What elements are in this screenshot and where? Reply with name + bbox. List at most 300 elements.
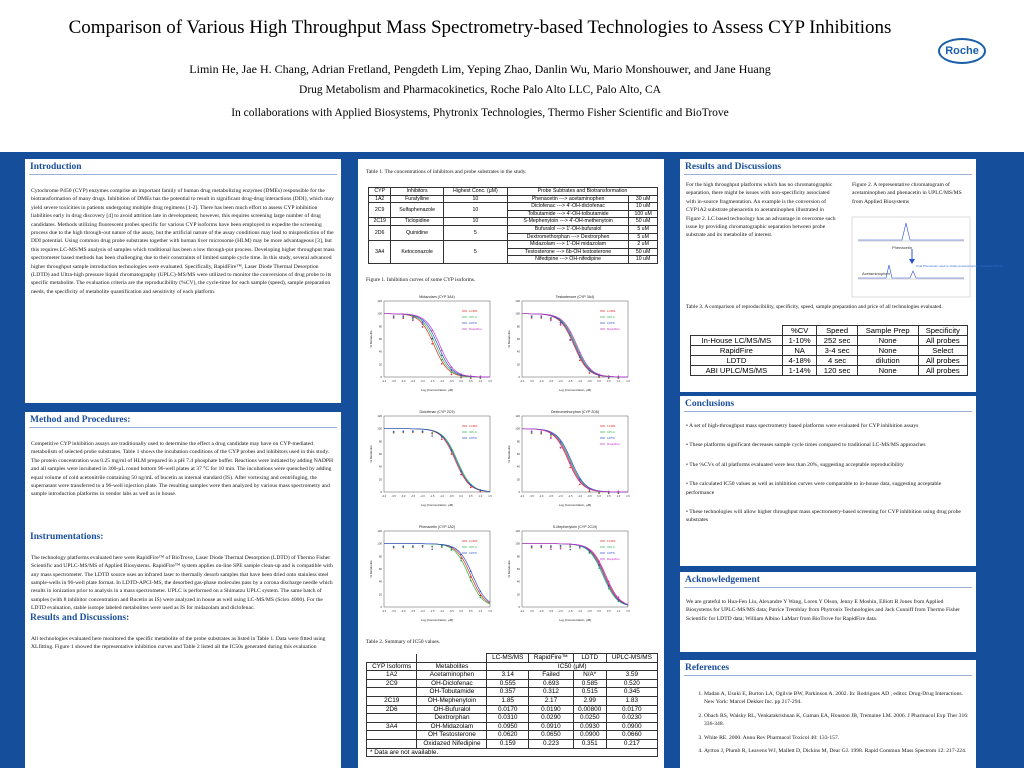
data-point <box>598 567 600 569</box>
table3-cell: dilution <box>857 356 918 366</box>
x-tick-label: -0.5 <box>587 380 592 383</box>
x-axis-label: Log [Concentration, µM] <box>558 618 592 622</box>
data-point <box>579 484 581 486</box>
y-tick-label: 120 <box>377 414 382 418</box>
x-tick-label: 0.0 <box>459 380 463 383</box>
x-tick-label: -0.5 <box>587 610 592 613</box>
data-point <box>422 326 424 328</box>
y-tick-label: 80 <box>516 439 520 444</box>
y-axis-label: % Metabolite <box>369 330 373 348</box>
table2-metabolite: OH-Diclofenac <box>417 679 487 688</box>
data-point <box>589 488 591 490</box>
table2-metabolite: Acetaminophen <box>417 671 487 680</box>
table1-cyp: 3A4 <box>369 241 391 264</box>
data-point <box>412 320 414 322</box>
x-tick-label: -2.5 <box>410 380 416 383</box>
table3-cell: All probes <box>918 336 967 346</box>
table3-cell: 1-10% <box>782 336 817 346</box>
data-point <box>460 474 462 476</box>
data-point <box>451 450 453 452</box>
legend-label: UPLC <box>607 430 616 434</box>
table2-metabolite: OH-Bufuralol <box>417 705 487 714</box>
x-tick-label: 0.0 <box>459 610 463 613</box>
legend-label: LCMS <box>469 309 478 313</box>
table3-cell: 120 sec <box>817 366 857 376</box>
x-axis-label: Log [Concentration, µM] <box>420 618 454 622</box>
results-left-heading: Results and Discussions: <box>30 612 130 623</box>
data-point <box>422 430 424 432</box>
table2-header: UPLC-MS/MS <box>606 654 657 663</box>
table2-cyp <box>367 731 417 740</box>
table1-cyp: 2C19 <box>369 218 391 226</box>
legend-label: LDTD <box>607 321 615 325</box>
legend-label: RapidFire <box>469 327 483 331</box>
table1-inhibitor: Sulfaphenazole <box>391 203 443 218</box>
table1-inhibitor: Quinidine <box>391 225 443 240</box>
legend-label: RapidFire <box>607 442 621 446</box>
x-tick-label: -3.0 <box>401 610 406 613</box>
y-tick-label: 60 <box>516 452 520 456</box>
x-tick-label: -2.5 <box>548 610 554 613</box>
table2-header <box>367 654 417 663</box>
y-tick-label: 40 <box>516 349 520 354</box>
table1-probe-conc: 50 uM <box>629 218 658 226</box>
table1-conc: 10 <box>443 203 507 218</box>
table2-footnote: * Data are not available. <box>367 748 658 757</box>
table3-header: Speed <box>817 326 857 336</box>
table1-probe: Testosterone ---> 6b-OH testosterone <box>507 248 628 256</box>
data-point <box>451 549 453 551</box>
data-point <box>441 438 443 440</box>
x-tick-label: -0.5 <box>449 495 454 498</box>
x-tick-label: 1.5 <box>626 610 630 613</box>
data-point <box>451 453 453 455</box>
y-tick-label: 0 <box>380 375 382 379</box>
table2-row <box>367 688 658 697</box>
acknowledgement-text: We are grateful to Hua-Fen Liu, Alexandre Y Wang, Loren Y Olson, Jenny E Moshin, Elliott B Jones from Applied Biosystems for UPLC-MS/MS data; Patrice Tremblay from Phytronix Technologies and Jack Cunniff from Thermo Fisher Scientific for LDTD data; William Albino LaMarr from BioTrove for RapidFire data. <box>686 599 960 622</box>
table3-cell: None <box>857 346 918 356</box>
data-point <box>608 491 610 493</box>
table1-probe-conc: 50 uM <box>629 248 658 256</box>
y-tick-label: 100 <box>515 311 520 316</box>
y-tick-label: 120 <box>377 529 382 533</box>
table1-cyp: 2C9 <box>369 203 391 218</box>
results-right-panel <box>680 159 1003 392</box>
table2-value: 3.59 <box>606 671 657 680</box>
x-axis-label: Log [Concentration, µM] <box>420 388 454 392</box>
table2-value: 0.515 <box>573 688 606 697</box>
x-tick-label: -1.5 <box>567 380 573 383</box>
table2-value: N/A* <box>573 671 606 680</box>
table1-probe: Bufuralol ---> 1'-OH-bufuralol <box>507 225 628 233</box>
data-point <box>531 315 533 317</box>
y-tick-label: 100 <box>377 541 382 546</box>
x-axis-label: Log [Concentration, µM] <box>558 503 592 507</box>
data-point <box>608 375 610 377</box>
table3-header <box>691 326 783 336</box>
table3 <box>690 325 968 376</box>
data-point <box>451 374 453 376</box>
y-tick-label: 100 <box>515 541 520 546</box>
x-tick-label: -1.0 <box>439 380 445 383</box>
inhibition-plot <box>504 404 634 512</box>
x-tick-label: -3.0 <box>539 610 544 613</box>
x-tick-label: 0.5 <box>606 495 611 498</box>
legend-label: RapidFire <box>607 557 621 561</box>
table3-row <box>691 346 968 356</box>
table2-value: 0.0170 <box>606 705 657 714</box>
data-point <box>579 356 581 358</box>
table3-cell: In-House LC/MS/MS <box>691 336 783 346</box>
table1-probe-conc: 30 uM <box>629 195 658 203</box>
conclusion-item: • A set of high-throughput mass spectrometry based platforms were evaluated for CYP inhibition assays <box>686 423 919 429</box>
table3-caption: Table 3. A comparison of reproducibility, specificity, speed, sample preparation and price of all technologies evaluated. <box>686 304 943 310</box>
x-axis-label: Log [Concentration, µM] <box>558 388 592 392</box>
table1-probe: Phenacetin ---> acetaminophen <box>507 195 628 203</box>
data-point <box>470 580 472 582</box>
table2-row <box>367 679 658 688</box>
conclusion-item: • These platforms significant decreases sample cycle times compared to traditional LC-MS/MS approaches <box>686 442 926 449</box>
legend-label: LCMS <box>607 424 616 428</box>
legend-label: LDTD <box>469 551 477 555</box>
plot-title: Testosterone (CYP 3A4) <box>555 295 595 299</box>
table2-metabolite: OH-Midazolam <box>417 722 487 731</box>
inhibition-plot <box>366 404 496 512</box>
table2-value: 0.0170 <box>487 705 529 714</box>
data-point <box>470 375 472 377</box>
x-tick-label: -2.5 <box>548 380 554 383</box>
affiliation-line: Drug Metabolism and Pharmacokinetics, Roche Palo Alto LLC, Palo Alto, CA <box>299 84 661 96</box>
table1-probe: S-Mephenytoin ---> 4'-OH-methenytoin <box>507 218 628 226</box>
data-point <box>560 323 562 325</box>
legend-label: LDTD <box>469 436 477 440</box>
table1-row <box>369 195 658 203</box>
data-point <box>579 545 581 547</box>
y-tick-label: 60 <box>516 337 520 341</box>
plot-title: Midazolam (CYP 3A4) <box>419 295 455 299</box>
data-point <box>579 480 581 482</box>
data-point <box>470 571 472 573</box>
table1-probe-conc: 10 uM <box>629 203 658 211</box>
table2-header <box>417 654 487 663</box>
table2-value: 0.0650 <box>529 731 574 740</box>
table2-value: 0.0310 <box>487 714 529 723</box>
fig2-label-note: Oxid Phenacetin used to obtain acetaminophen conversion #1 for <box>916 264 1003 268</box>
x-tick-label: 0.5 <box>606 380 611 383</box>
legend-label: LCMS <box>469 539 478 543</box>
data-point <box>460 373 462 375</box>
instrumentations-text: The technology platforms evaluated here were RapidFire™ of BioTrove, Laser Diode Thermal Desorption (LDTD) of Thermo Fisher Scientific and UPLC-MS/MS of Applied Biosystems. RapidFire™ system applies on-line SPE sample clean-up and is compatible with any mass spectrometer. The LDTD source uses an infrared laser to thermally desorb samples that have been dried onto stainless steel sample-wells in 96-well plate format. In LDTD-APCI-MS, the desorbed gas-phase molecules pass by a corona discharge needle which results in ionization prior to analysis in a mass spectrometer. UPLC is performed on a Shimatzu UPLC system. The same batch of samples (with 8 inhibitor concentration and Bucetin as IS) were analyzed in house as well using LC-MS/MS (Sciex 4000). For the LDTD evaluation, stable isotope labeled metabolites were used as IS for midazolam and diclofenac. <box>31 554 333 612</box>
y-tick-label: 60 <box>378 452 382 456</box>
data-point <box>618 597 620 599</box>
reference-item: 2. Obach RS, Walsky RL, Venkatakrishnan K, Gaman EA, Houston JB, Tremaine LM. 2006. J Pharmacol Exp Ther 316: 336-348. <box>704 712 970 729</box>
table1-probe: Nifedipine ---> OH-nifedipine <box>507 256 628 264</box>
data-point <box>589 549 591 551</box>
table2-cyp <box>367 739 417 748</box>
table1-inhibitor: Ketoconazole <box>391 241 443 264</box>
y-tick-label: 120 <box>377 299 382 303</box>
table1-cyp: 1A2 <box>369 195 391 203</box>
table2-caption: Table 2. Summary of IC50 values. <box>366 639 441 645</box>
x-tick-label: 0.0 <box>597 495 601 498</box>
y-tick-label: 40 <box>516 579 520 584</box>
y-tick-label: 20 <box>516 477 520 482</box>
data-point <box>460 560 462 562</box>
table1-probe: Diclofenac ---> 4'-OH-diclofenac <box>507 203 628 211</box>
y-tick-label: 0 <box>518 605 520 609</box>
x-tick-label: -3.0 <box>401 495 406 498</box>
data-point <box>550 320 552 322</box>
table2-cyp: 2D6 <box>367 705 417 714</box>
table1-probe: Tolbutamide ---> 4'-OH-tolbutamide <box>507 210 628 218</box>
conclusions-heading: Conclusions <box>685 399 735 409</box>
table1-header-probe: Probe Subtrates and Biotransformation <box>507 188 657 196</box>
table1-inhibitor: Furafylline <box>391 195 443 203</box>
conclusion-item: • These technologies will allow higher throughput mass spectrometry-based screening for CYP inhibition using drug probe substrates <box>686 509 961 524</box>
x-tick-label: 0.5 <box>468 610 473 613</box>
table2-value: 0.345 <box>606 688 657 697</box>
results-left-text: All technologies evaluated here monitored the specific metabolite of the probe substrates as listed in Table 1. Data were fitted using XLfitting. Figure 1 showed the representative inhibition curves and Table 2 listed all the IC50s generated during this evaluation <box>31 635 326 651</box>
data-point <box>579 359 581 361</box>
data-point <box>569 549 571 551</box>
data-point <box>460 554 462 556</box>
table3-cell: 3-4 sec <box>817 346 857 356</box>
data-point <box>560 545 562 547</box>
data-point <box>451 369 453 371</box>
data-point <box>618 599 620 601</box>
x-tick-label: -1.5 <box>567 495 573 498</box>
fig2-label-phenacetin: Phenacetin <box>892 245 913 250</box>
table3-row <box>691 366 968 376</box>
collaboration-line: In collaborations with Applied Biosystems, Phytronix Technologies, Thermo Fisher Scientific and BioTrove <box>231 107 729 119</box>
table2-cyp: 3A4 <box>367 722 417 731</box>
data-point <box>441 436 443 438</box>
x-tick-label: -1.5 <box>429 495 435 498</box>
table1-cyp: 2D6 <box>369 225 391 240</box>
methods-panel <box>25 412 341 768</box>
roche-logo: Roche <box>938 38 986 64</box>
table1-header-cyp: CYP <box>369 188 391 196</box>
table2-cyp: 2C9 <box>367 679 417 688</box>
legend-label: LDTD <box>607 551 615 555</box>
x-tick-label: -4.0 <box>381 380 387 383</box>
table2-value: 0.351 <box>573 739 606 748</box>
table2-value: 0.0950 <box>487 722 529 731</box>
table2-metabolite: Dextrorphan <box>417 714 487 723</box>
table2-value: 0.00800 <box>573 705 606 714</box>
figure1-caption: Figure 1. Inhibition curves of some CYP isoforms. <box>366 277 476 283</box>
table3-row <box>691 356 968 366</box>
y-tick-label: 80 <box>516 324 520 329</box>
legend-label: LDTD <box>469 321 477 325</box>
legend-label: LCMS <box>607 539 616 543</box>
table2-value: 0.0910 <box>529 722 574 731</box>
table1-row <box>369 218 658 226</box>
x-tick-label: -4.0 <box>519 380 525 383</box>
table2-value: 0.312 <box>529 688 574 697</box>
table3-cell: 4-18% <box>782 356 817 366</box>
legend-label: LCMS <box>607 309 616 313</box>
data-point <box>579 352 581 354</box>
data-point <box>560 447 562 449</box>
x-tick-label: -1.5 <box>567 610 573 613</box>
reference-item: 4. Ayrton J, Plumb R, Leavens WJ, Mallett D, Dickins M, Dear GJ. 1998. Rapid Commun Mass Spectrom 12: 217-224. <box>704 747 970 755</box>
table2-row <box>367 731 658 740</box>
inhibition-plot <box>504 289 634 397</box>
introduction-text: Cytochrome P450 (CYP) enzymes comprise an important family of human drug metabolizing enzymes (DMEs) responsible for the biotransformation of many drugs. Inhibition of DMEs has the potential to result in significant drug-drug interactions (DDI), which may yield severe toxicities in patients undergoing multiple drug regimens [1-2]. There has been much effort to assess CYP inhibition liabilities early in drug discovery [4] to avoid attrition late in development; however, this requires screening large number of drug candidates. Methods utilizing fluorescent probes specific for various CYP isoforms have been employed to expedite the screening process due to the high through-out nature of the assay, but the artificial nature of the assay conditions may lead to misprediction of the DDI potential. Using common drug probe substrates together with human liver microsome (HLM) may be more advantageous [3], but this requires LC-MS/MS analysis of samples which traditional has been a low through-put process. Developing higher throughput mass spectrometer based methods has been challenging due to their constraints of limited sample cycle time. In this study, several advanced higher throughput sample introduction technologies were evaluated. Specifically, RapidFire™, Laser Diode Thermal Desorption (LDTD) and Ultra-high pressure liquid chromatography (UPLC)-MS/MS were utilized to monitor the conversions of drug probe to its specific metabolite. The evaluation criteria are the reproducibility (%CV), the cycle-time for each sample (speed), sample preparation needs, the specificity of metabolite quantification and sensitivity of each platform. <box>31 188 335 295</box>
table2-value: 0.223 <box>529 739 574 748</box>
y-tick-label: 0 <box>380 605 382 609</box>
inhibition-plot <box>366 519 496 627</box>
table2-value: 0.159 <box>487 739 529 748</box>
table1-probe-conc: 100 uM <box>629 210 658 218</box>
table2-value: Failed <box>529 671 574 680</box>
x-tick-label: -1.5 <box>429 380 435 383</box>
table1-row <box>369 225 658 233</box>
table2-row <box>367 671 658 680</box>
table2-subheader-cyp: CYP Isoforms <box>367 662 417 671</box>
data-point <box>569 331 571 333</box>
plot-title: Phenacetin (CYP 1A2) <box>418 525 456 529</box>
y-axis-label: % Metabolite <box>369 560 373 578</box>
x-tick-label: -3.5 <box>391 495 396 498</box>
inhibition-plot <box>504 519 634 627</box>
poster-header <box>0 0 1024 152</box>
x-tick-label: 1.5 <box>488 495 492 498</box>
data-point <box>608 581 610 583</box>
table2-row <box>367 714 658 723</box>
data-point <box>550 317 552 319</box>
y-tick-label: 40 <box>378 349 382 354</box>
authors-line: Limin He, Jae H. Chang, Adrian Fretland, Pengdeth Lim, Yeping Zhao, Danlin Wu, Mario Monshouwer, and Jane Huang <box>189 62 771 76</box>
x-tick-label: 1.0 <box>616 495 621 498</box>
data-point <box>589 491 591 493</box>
data-point <box>393 546 395 548</box>
data-point <box>441 359 443 361</box>
reference-item: 3. White RE. 2000. Annu Rev Pharmacol Toxicol 40: 133-157. <box>704 734 970 742</box>
plot-title: Diclofenac (CYP 2C9) <box>419 410 455 414</box>
conclusions-list <box>680 412 976 525</box>
y-tick-label: 0 <box>518 490 520 494</box>
y-tick-label: 20 <box>378 362 382 367</box>
table2 <box>366 653 658 757</box>
data-point <box>441 545 443 547</box>
data-point <box>460 471 462 473</box>
data-point <box>598 565 600 567</box>
x-tick-label: -0.5 <box>449 610 454 613</box>
x-tick-label: 0.5 <box>468 380 473 383</box>
data-point <box>441 350 443 352</box>
x-tick-label: -2.0 <box>558 380 563 383</box>
table1-probe-conc: 5 uM <box>629 233 658 241</box>
y-tick-label: 120 <box>515 414 520 418</box>
poster-title: Comparison of Various High Throughput Mass Spectrometry-based Technologies to Assess CYP Inhibitions <box>68 17 892 38</box>
data-point <box>412 430 414 432</box>
x-tick-label: -0.5 <box>587 495 592 498</box>
plot-title: S-Mephenytoin (CYP 2C19) <box>552 525 598 529</box>
x-tick-label: 1.0 <box>616 610 621 613</box>
y-tick-label: 60 <box>516 567 520 571</box>
table3-cell: 1-14% <box>782 366 817 376</box>
data-point <box>550 438 552 440</box>
data-point <box>540 431 542 433</box>
y-tick-label: 20 <box>378 477 382 482</box>
data-point <box>451 366 453 368</box>
table2-value: 0.0900 <box>606 722 657 731</box>
data-point <box>569 467 571 469</box>
table2-row <box>367 722 658 731</box>
table3-cell: ABI UPLC/MS/MS <box>691 366 783 376</box>
table2-header: RapidFire™ <box>529 654 574 663</box>
data-point <box>470 484 472 486</box>
data-point <box>451 372 453 374</box>
data-point <box>560 322 562 324</box>
data-point <box>569 544 571 546</box>
x-tick-label: 1.5 <box>626 380 630 383</box>
y-tick-label: 0 <box>518 375 520 379</box>
y-tick-label: 20 <box>378 592 382 597</box>
x-tick-label: -4.0 <box>381 495 387 498</box>
acknowledgement-panel <box>680 572 976 652</box>
x-tick-label: -1.0 <box>577 610 583 613</box>
legend-label: RapidFire <box>607 327 621 331</box>
data-point <box>393 315 395 317</box>
plot-title: Dextromethorphan (CYP 2D6) <box>550 410 600 414</box>
x-tick-label: -3.0 <box>401 380 406 383</box>
x-tick-label: 1.0 <box>478 495 483 498</box>
table3-cell: RapidFire <box>691 346 783 356</box>
table1-probe-conc: 5 uM <box>629 225 658 233</box>
table1-conc: 5 <box>443 225 507 240</box>
x-tick-label: 0.0 <box>597 610 601 613</box>
x-tick-label: -2.0 <box>558 495 563 498</box>
data-point <box>402 315 404 317</box>
data-point <box>422 323 424 325</box>
y-tick-label: 80 <box>516 554 520 559</box>
table2-cyp <box>367 688 417 697</box>
table1-header-conc: Highest Conc. (µM) <box>443 188 507 196</box>
conclusions-panel <box>680 396 976 566</box>
table2-value: 1.85 <box>487 696 529 705</box>
results-right-text: For the high throughput platforms which has no chromatographic separation, there might be issues with non-specificity associated with in-source fragmentation. An example is the conversion of CYP1A2 substrate phenacetin to acetaminophen illustrated in Figure 2. LC based technology has an advantage in overcome such issue by providing chromatographic separation between probe substrate and its metabolite of interest. <box>686 182 836 239</box>
table3-cell: All probes <box>918 366 967 376</box>
table2-metabolite: OH-Mephenytoin <box>417 696 487 705</box>
data-point <box>441 363 443 365</box>
x-tick-label: -3.0 <box>539 495 544 498</box>
table1-probe-conc: 2 uM <box>629 241 658 249</box>
y-axis-label: % Metabolite <box>507 330 511 348</box>
data-point <box>412 545 414 547</box>
table3-cell: All probes <box>918 356 967 366</box>
data-point <box>480 590 482 592</box>
y-axis-label: % Metabolite <box>507 560 511 578</box>
x-tick-label: -0.5 <box>449 380 454 383</box>
y-tick-label: 20 <box>516 592 520 597</box>
data-point <box>431 435 433 437</box>
table3-cell: 4 sec <box>817 356 857 366</box>
table2-metabolite: Oxidazed Nifedipine <box>417 739 487 748</box>
legend-label: UPLC <box>469 545 478 549</box>
table2-value: 3.14 <box>487 671 529 680</box>
x-tick-label: -2.0 <box>420 610 425 613</box>
x-tick-label: -3.5 <box>529 380 534 383</box>
table2-value: 0.0250 <box>573 714 606 723</box>
data-point <box>560 548 562 550</box>
table3-cell: NA <box>782 346 817 356</box>
table3-cell: Select <box>918 346 967 356</box>
x-tick-label: -4.0 <box>519 495 525 498</box>
table1-probe-conc: 10 uM <box>629 256 658 264</box>
